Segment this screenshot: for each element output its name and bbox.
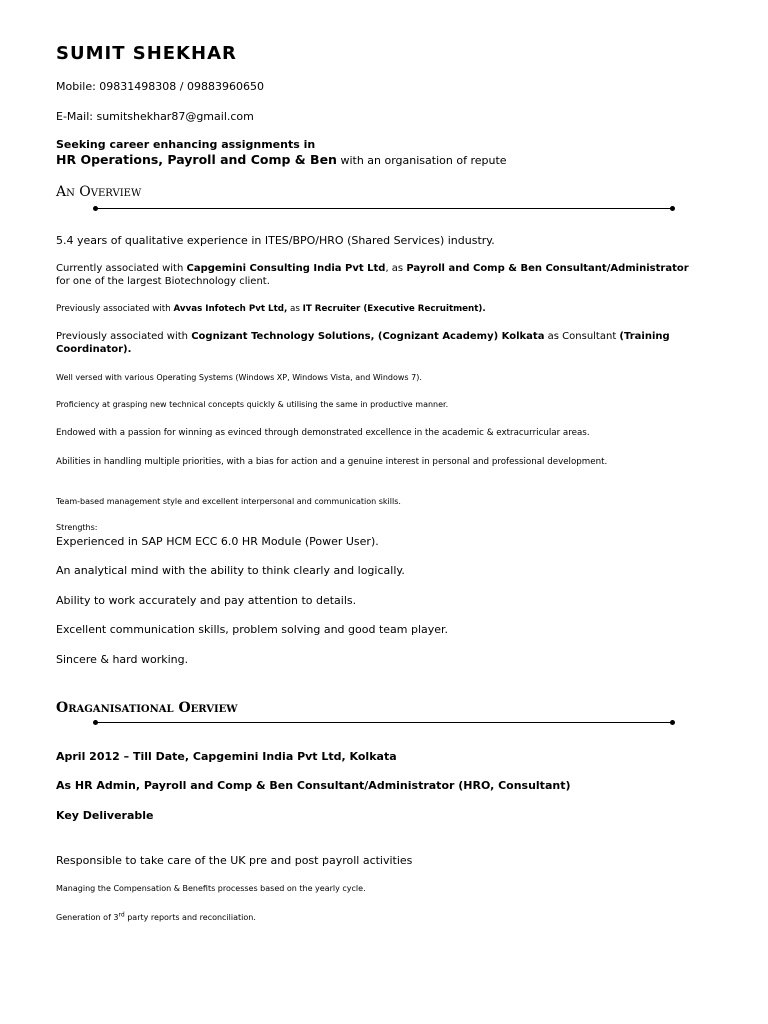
job-position: As HR Admin, Payroll and Comp & Ben Consultant/Administrator (HRO, Consultant) xyxy=(56,779,571,792)
organisation-divider xyxy=(95,722,673,723)
email-address: E-Mail: sumitshekhar87@gmail.com xyxy=(56,110,254,123)
key-deliverable-heading: Key Deliverable xyxy=(56,809,154,822)
mobile-number: Mobile: 09831498308 / 09883960650 xyxy=(56,80,264,93)
deliverable-item: Generation of 3rd party reports and reconciliation. xyxy=(56,911,256,922)
previous-employment-1: Previously associated with Avvas Infotech Pvt Ltd, as IT Recruiter (Executive Recruitment). xyxy=(56,304,486,314)
abilities: Abilities in handling multiple priorities, with a bias for action and a genuine interest in personal and professional development. xyxy=(56,457,608,467)
passion: Endowed with a passion for winning as evinced through demonstrated excellence in the academic & extracurricular areas. xyxy=(56,428,590,438)
organisation-heading: Oraganisational Oerview xyxy=(56,700,238,716)
strengths-label: Strengths: xyxy=(56,523,98,532)
proficiency: Proficiency at grasping new technical concepts quickly & utilising the same in productive manner. xyxy=(56,400,449,409)
previous-company-1: Avvas Infotech Pvt Ltd, xyxy=(173,304,288,314)
job-period: April 2012 – Till Date, Capgemini India Pvt Ltd, Kolkata xyxy=(56,750,397,763)
strength-item: Sincere & hard working. xyxy=(56,653,189,666)
team-style: Team-based management style and excellent interpersonal and communication skills. xyxy=(56,497,401,506)
divider-dot-right xyxy=(670,720,675,725)
overview-divider xyxy=(95,208,673,209)
objective-focus: HR Operations, Payroll and Comp & Ben xyxy=(56,152,337,167)
previous-role-2: (Training Coordinator) xyxy=(56,331,670,355)
strength-item: Excellent communication skills, problem solving and good team player. xyxy=(56,623,449,636)
previous-employment-2: Previously associated with Cognizant Technology Solutions, (Cognizant Academy) Kolkata as Consultant (Training Coordinator). xyxy=(56,331,670,355)
experience-summary: 5.4 years of qualitative experience in ITES/BPO/HRO (Shared Services) industry. xyxy=(56,234,495,247)
objective-tail: with an organisation of repute xyxy=(336,154,507,167)
current-employment: Currently associated with Capgemini Consulting India Pvt Ltd, as Payroll and Comp & Ben Consultant/Administrator for one of the largest Biotechnology client. xyxy=(56,263,689,287)
deliverable-item: Responsible to take care of the UK pre and post payroll activities xyxy=(56,854,413,867)
candidate-name: SUMIT SHEKHAR xyxy=(56,43,237,64)
deliverable-item: Managing the Compensation & Benefits processes based on the yearly cycle. xyxy=(56,884,366,893)
strength-item: An analytical mind with the ability to think clearly and logically. xyxy=(56,564,405,577)
objective-intro: Seeking career enhancing assignments in xyxy=(56,138,316,151)
current-role: Payroll and Comp & Ben Consultant/Administrator xyxy=(406,263,689,274)
current-company: Capgemini Consulting India Pvt Ltd xyxy=(186,263,386,274)
previous-role-1: IT Recruiter (Executive Recruitment). xyxy=(302,304,486,314)
strength-item: Ability to work accurately and pay attention to details. xyxy=(56,594,357,607)
strength-item: Experienced in SAP HCM ECC 6.0 HR Module (Power User). xyxy=(56,535,379,548)
os-knowledge: Well versed with various Operating Systems (Windows XP, Windows Vista, and Windows 7). xyxy=(56,373,422,382)
overview-heading: An Overview xyxy=(56,184,142,200)
previous-company-2: Cognizant Technology Solutions, (Cognizant Academy) Kolkata xyxy=(191,331,545,342)
objective-line xyxy=(56,152,507,167)
divider-dot-right xyxy=(670,206,675,211)
